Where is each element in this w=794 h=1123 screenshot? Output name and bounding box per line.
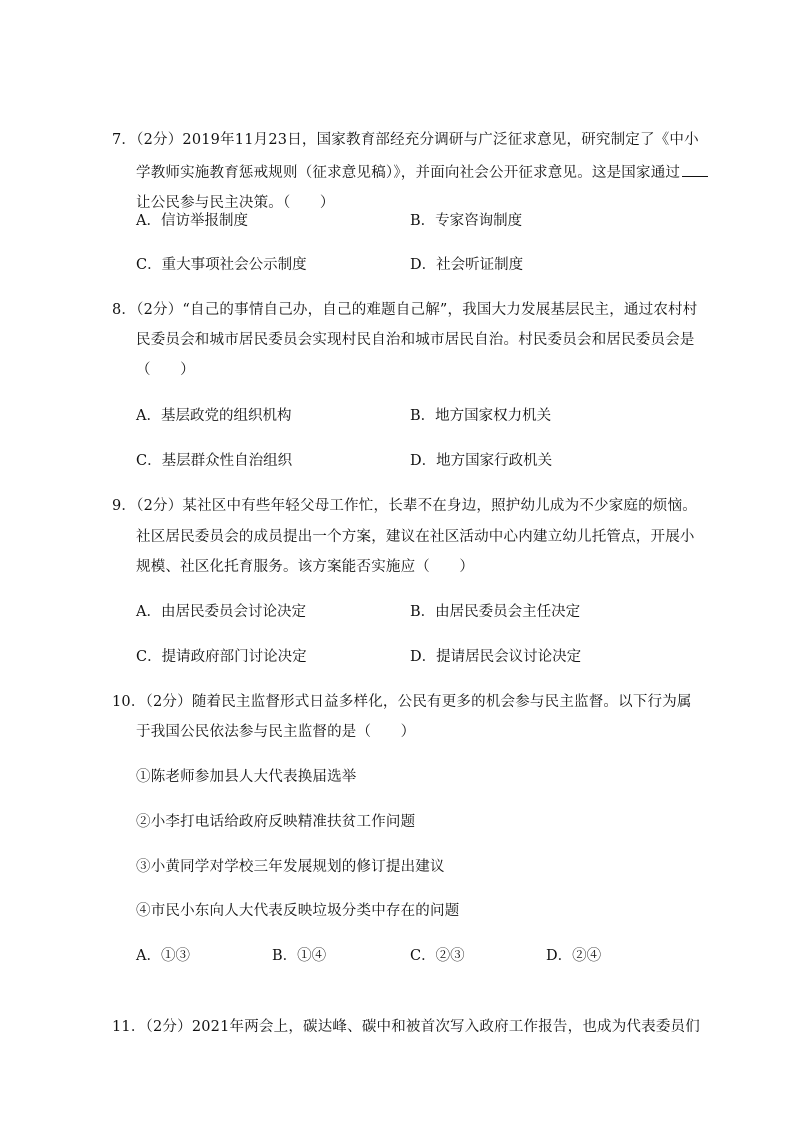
- question-text-line: 于我国公民依法参与民主监督的是（ ）: [136, 724, 416, 740]
- option-a[interactable]: A．信访举报制度: [136, 213, 248, 229]
- question-text-line: 规模、社区化托育服务。该方案能否实施应（ ）: [136, 559, 475, 575]
- option-d[interactable]: D．社会听证制度: [410, 257, 524, 273]
- option-b[interactable]: B．由居民委员会主任决定: [410, 604, 581, 620]
- statement-item: ②小李打电话给政府反映精准扶贫工作问题: [136, 814, 416, 830]
- option-c[interactable]: C．②③: [410, 948, 465, 964]
- statement-item: ③小黄同学对学校三年发展规划的修订提出建议: [136, 859, 445, 875]
- answer-blank: [682, 162, 708, 177]
- question-text-line: 7．（2分）2019年11月23日，国家教育部经充分调研与广泛征求意见，研究制定了《中小: [112, 132, 699, 148]
- option-d[interactable]: D．②④: [546, 948, 602, 964]
- question-text-line: 让公民参与民主决策。（ ）: [136, 195, 335, 211]
- option-d[interactable]: D．提请居民会议讨论决定: [410, 649, 582, 665]
- question-text-line: 9．（2分）某社区中有些年轻父母工作忙，长辈不在身边，照护幼儿成为不少家庭的烦恼。: [112, 498, 697, 514]
- question-text-line: 10．（2分）随着民主监督形式日益多样化，公民有更多的机会参与民主监督。以下行为属: [112, 694, 692, 710]
- statement-item: ①陈老师参加县人大代表换届选举: [136, 769, 357, 785]
- option-b[interactable]: B．地方国家权力机关: [410, 408, 552, 424]
- statement-item: ④市民小东向人大代表反映垃圾分类中存在的问题: [136, 903, 460, 919]
- question-text-line: 8．（2分）“自己的事情自己办，自己的难题自己解”，我国大力发展基层民主，通过农村村: [112, 302, 698, 318]
- option-b[interactable]: B．专家咨询制度: [410, 213, 523, 229]
- option-d[interactable]: D．地方国家行政机关: [410, 453, 553, 469]
- question-text-line: 民委员会和城市居民委员会实现村民自治和城市居民自治。村民委员会和居民委员会是: [136, 332, 695, 348]
- option-c[interactable]: C．提请政府部门讨论决定: [136, 649, 307, 665]
- question-text-line: 社区居民委员会的成员提出一个方案，建议在社区活动中心内建立幼儿托管点，开展小: [136, 529, 695, 545]
- option-a[interactable]: A．基层政党的组织机构: [136, 408, 292, 424]
- option-c[interactable]: C．基层群众性自治组织: [136, 453, 293, 469]
- option-a[interactable]: A．由居民委员会讨论决定: [136, 604, 306, 620]
- question-text-line: （ ）: [136, 362, 195, 378]
- question-text-line: 11．（2分）2021年两会上，碳达峰、碳中和被首次写入政府工作报告，也成为代表委员们: [112, 1019, 700, 1035]
- option-b[interactable]: B．①④: [272, 948, 327, 964]
- option-a[interactable]: A．①③: [136, 948, 190, 964]
- option-c[interactable]: C．重大事项社会公示制度: [136, 257, 307, 273]
- question-text-line: 学教师实施教育惩戒规则（征求意见稿）》，并面向社会公开征求意见。这是国家通过: [136, 162, 708, 183]
